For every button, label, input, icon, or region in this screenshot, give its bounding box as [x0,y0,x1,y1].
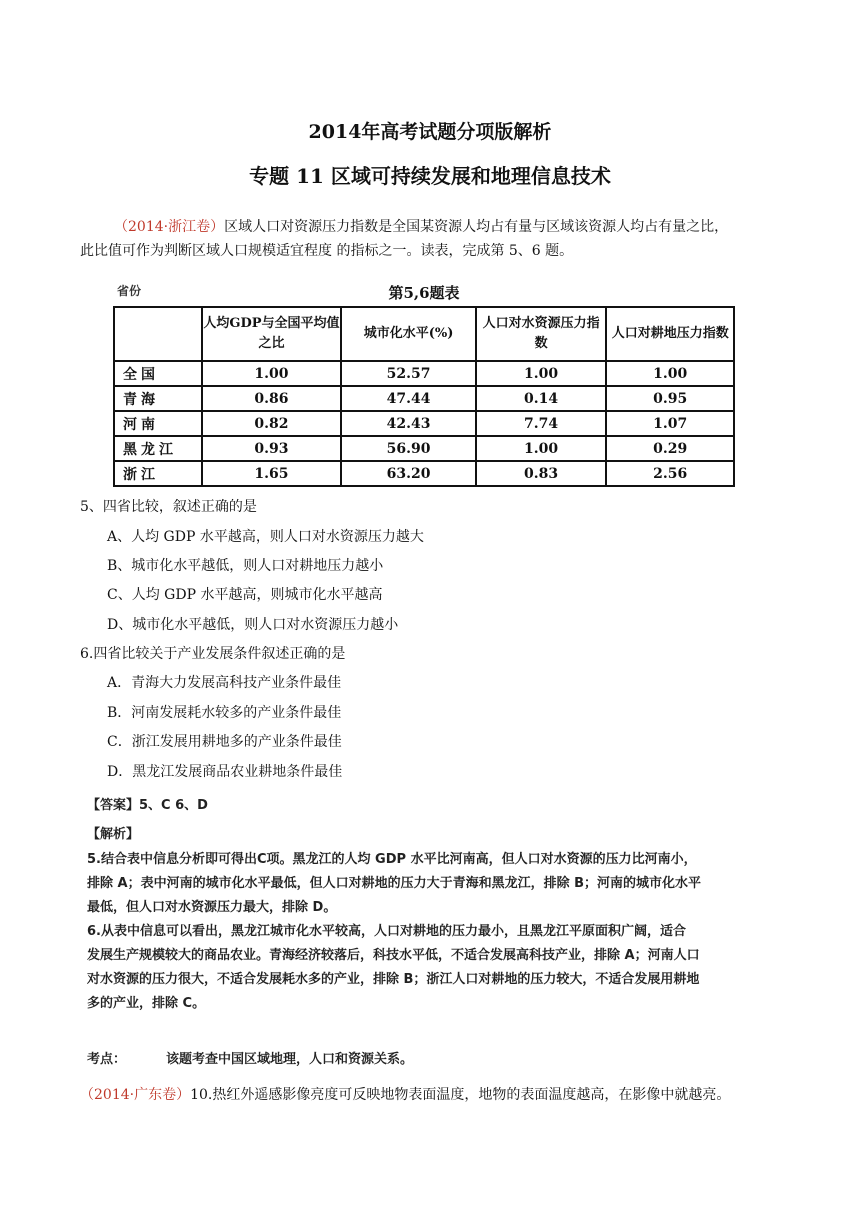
intro-source: （2014·浙江卷） [114,219,225,235]
analysis-line: 6.从表中信息可以看出，黑龙江城市化水平较高，人口对耕地的压力最小，且黑龙江平原面积广阔，适合 [87,924,686,939]
table-row [114,386,734,411]
table-cell: 63.20 [341,461,476,486]
table-cell: 7.74 [476,411,607,436]
table-caption-bar [113,280,735,304]
table-row [114,436,734,461]
table-cell: 浙江 [114,461,202,486]
table-cell: 1.07 [606,411,734,436]
document-title: 2014年高考试题分项版解析 [308,121,552,143]
q5-option-a: A、人均 GDP 水平越高，则人口对水资源压力越大 [107,529,424,545]
table-cell: 0.14 [476,386,607,411]
analysis-body [87,848,787,1016]
table-cell: 56.90 [341,436,476,461]
data-table-figure [113,280,735,487]
analysis-line: 多的产业，排除 C。 [87,996,206,1011]
table-caption: 第5,6题表 [388,284,460,302]
kaodian-text: 该题考查中国区域地理，人口和资源关系。 [166,1052,414,1067]
analysis-line: 5.结合表中信息分析即可得出C项。黑龙江的人均 GDP 水平比河南高，但人口对水资源的压力比河南小， [87,852,697,867]
table-row [114,461,734,486]
table-cell: 1.00 [476,361,607,386]
table-header-cell: 人口对耕地压力指数 [606,307,734,361]
table-cell: 0.82 [202,411,342,436]
q5-option-b: B、城市化水平越低，则人口对耕地压力越小 [107,558,384,574]
table-cell: 0.83 [476,461,607,486]
table-cell: 0.86 [202,386,342,411]
analysis-line: 排除 A；表中河南的城市化水平最低，但人口对耕地的压力大于青海和黑龙江，排除 B；河南的城市化水平 [87,876,702,891]
answer-line: 【答案】5、C 6、D [87,798,208,813]
table-cell: 1.00 [476,436,607,461]
q6-option-c: C．浙江发展用耕地多的产业条件最佳 [107,734,342,750]
table-row [114,361,734,386]
q5-option-d: D、城市化水平越低，则人口对水资源压力越小 [107,617,399,633]
next-question-text: 10.热红外遥感影像亮度可反映地物表面温度，地物的表面温度越高，在影像中就越亮。 [190,1087,731,1103]
table-cell: 1.00 [202,361,342,386]
document-subtitle: 专题 11 区域可持续发展和地理信息技术 [249,164,611,188]
table-cell: 黑龙江 [114,436,202,461]
q5-option-c: C、人均 GDP 水平越高，则城市化水平越高 [107,587,383,603]
table-cell: 1.00 [606,361,734,386]
data-table [113,306,735,487]
table-cell: 52.57 [341,361,476,386]
table-cell: 1.65 [202,461,342,486]
q6-stem: 6.四省比较关于产业发展条件叙述正确的是 [80,646,346,662]
kaodian-line [87,1048,787,1072]
table-cell: 0.29 [606,436,734,461]
table-cell: 0.93 [202,436,342,461]
table-corner-label: 省份 [117,284,142,298]
table-cell: 2.56 [606,461,734,486]
analysis-label: 【解析】 [87,827,140,842]
q6-option-d: D．黑龙江发展商品农业耕地条件最佳 [107,764,343,780]
table-row [114,411,734,436]
q6-option-a: A．青海大力发展高科技产业条件最佳 [107,675,342,691]
analysis-line: 发展生产规模较大的商品农业。青海经济较落后，科技水平低，不适合发展高科技产业，排除 A；河南人口 [87,948,700,963]
table-header-row [114,307,734,361]
intro-text-line1: 区域人口对资源压力指数是全国某资源人均占有量与区域该资源人均占有量之比， [224,219,729,235]
intro-paragraph [80,215,780,263]
analysis-line: 对水资源的压力很大，不适合发展耗水多的产业，排除 B；浙江人口对耕地的压力较大，不适合发展用耕地 [87,972,700,987]
table-header-cell: 人口对水资源压力指数 [476,307,607,361]
next-question-source: （2014·广东卷） [80,1087,191,1103]
q6-option-b: B．河南发展耗水较多的产业条件最佳 [107,705,342,721]
table-header-cell [114,307,202,361]
table-cell: 0.95 [606,386,734,411]
table-header-cell: 城市化水平(%) [341,307,476,361]
table-cell: 青海 [114,386,202,411]
q5-stem: 5、四省比较，叙述正确的是 [80,499,257,515]
next-question-line [80,1084,730,1104]
kaodian-label: 考点： [87,1052,127,1067]
table-header-cell: 人均GDP与全国平均值之比 [202,307,342,361]
table-cell: 全国 [114,361,202,386]
analysis-line: 最低，但人口对水资源压力最大，排除 D。 [87,900,337,915]
table-cell: 42.43 [341,411,476,436]
intro-text-line2: 此比值可作为判断区域人口规模适宜程度 的指标之一。读表，完成第 5、6 题。 [80,243,574,259]
table-cell: 47.44 [341,386,476,411]
table-cell: 河南 [114,411,202,436]
